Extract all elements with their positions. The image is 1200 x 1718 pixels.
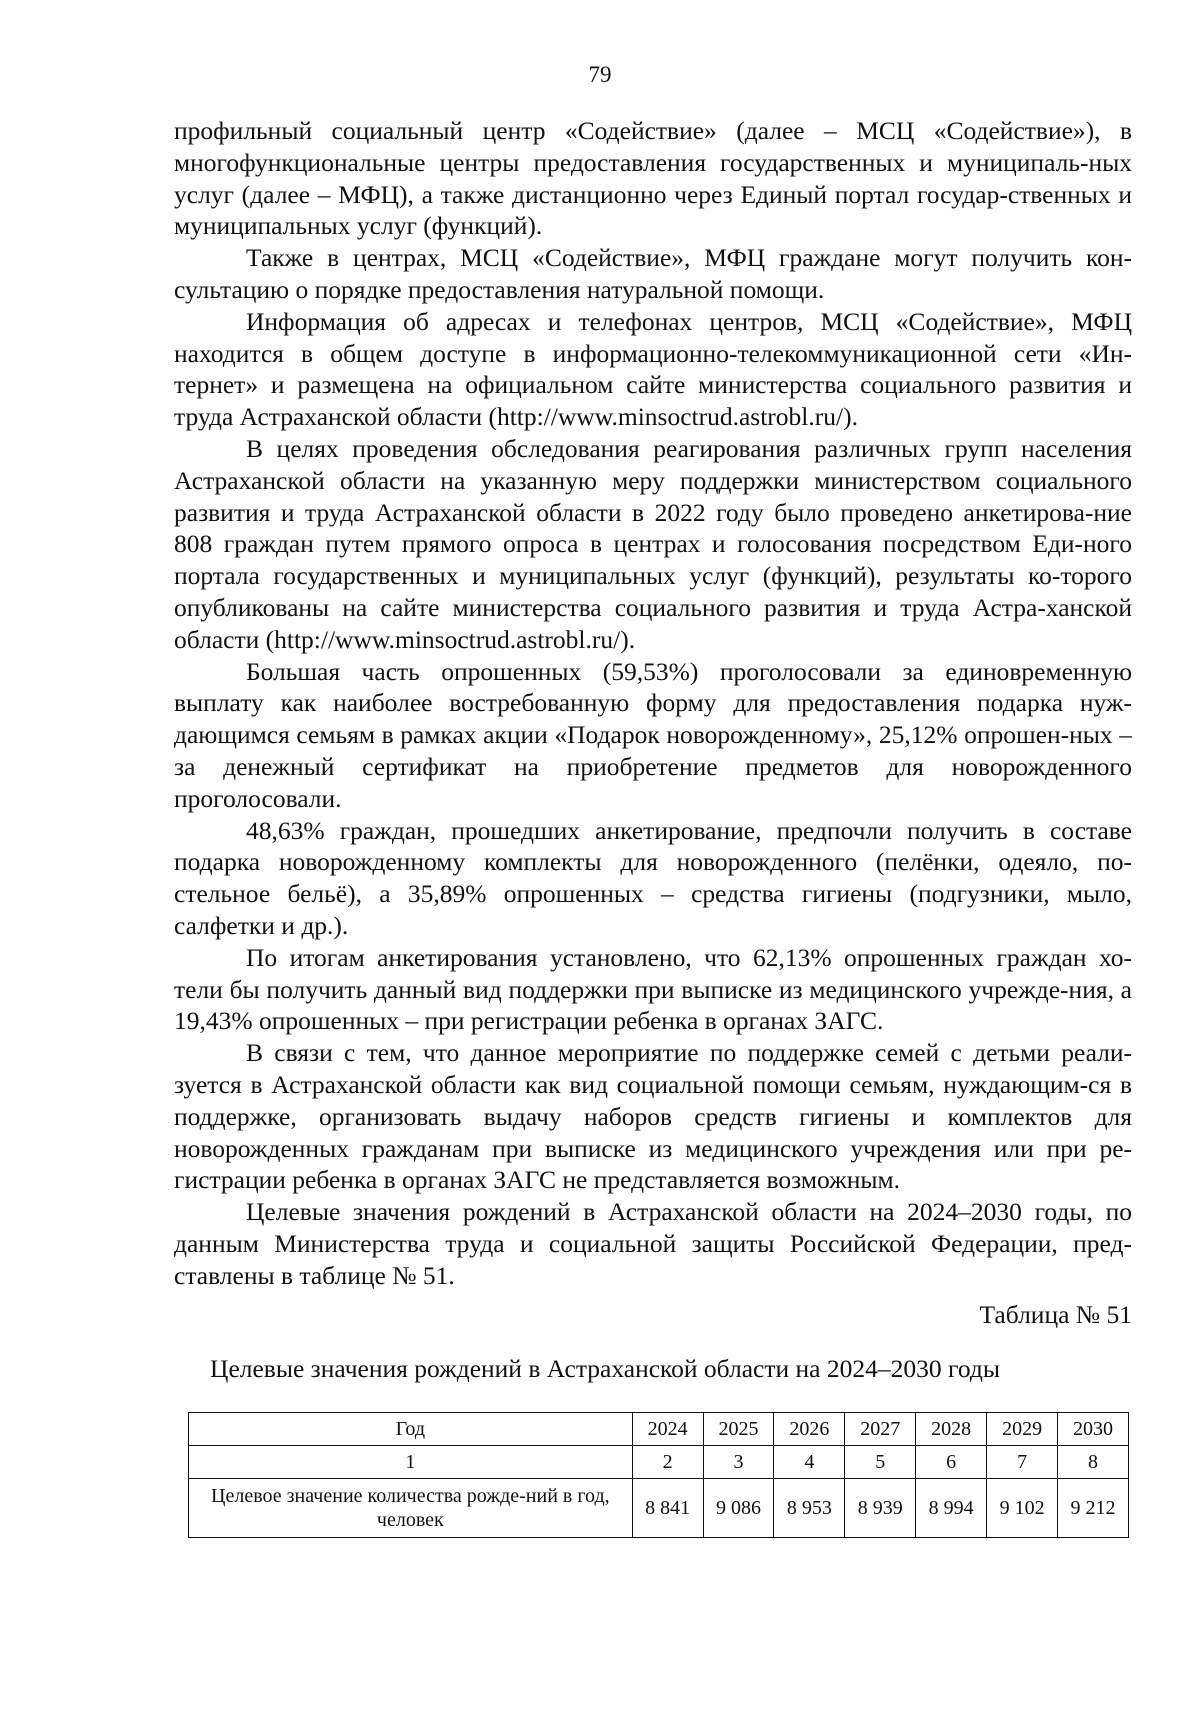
index-cell: 7 bbox=[987, 1446, 1058, 1479]
index-cell: 2 bbox=[632, 1446, 703, 1479]
paragraph-7: По итогам анкетирования установлено, что 62,13% опрошенных граждан хо-тели бы получить данный вид поддержки при выписке из медицинского учрежде-ния, а 19,43% опрошенных – при регистрации ребенка в органах ЗАГС. bbox=[174, 942, 1132, 1036]
body-text bbox=[174, 115, 1132, 1291]
paragraph-9: Целевые значения рождений в Астраханской области на 2024–2030 годы, по данным Министерства труда и социальной защиты Российской Федерации, пред-ставлены в таблице № 51. bbox=[174, 1197, 1132, 1290]
index-cell: 8 bbox=[1058, 1446, 1129, 1479]
year-cell: 2024 bbox=[632, 1413, 703, 1446]
value-cell: 8 841 bbox=[632, 1479, 703, 1538]
paragraph-2: Также в центрах, МСЦ «Содействие», МФЦ граждане могут получить кон-сультацию о порядке предоставления натуральной помощи. bbox=[174, 243, 1132, 304]
header-label-cell: Год bbox=[189, 1413, 633, 1446]
index-label-cell: 1 bbox=[189, 1446, 633, 1479]
paragraph-6: 48,63% граждан, прошедших анкетирование, предпочли получить в составе подарка новорожденному комплекты для новорожденного (пелёнки, одеяло, по-стельное бельё), а 35,89% опрошенных – средства гигиены (подгузники, мыло, салфетки и др.). bbox=[174, 815, 1132, 940]
value-cell: 8 953 bbox=[774, 1479, 845, 1538]
birth-targets-table bbox=[188, 1412, 1129, 1538]
table-header-row bbox=[189, 1413, 1129, 1446]
year-cell: 2029 bbox=[987, 1413, 1058, 1446]
value-cell: 9 086 bbox=[703, 1479, 774, 1538]
paragraph-4: В целях проведения обследования реагирования различных групп населения Астраханской области на указанную меру поддержки министерством социального развития и труда Астраханской области в 2022 году было проведено анкетирова-ние 808 граждан путем прямого опроса в центрах и голосования посредством Еди-ного портала государственных и муниципальных услуг (функций), результаты ко-торого опубликованы на сайте министерства социального развития и труда Астра-ханской области (http://www.minsoctrud.astrobl.ru/). bbox=[174, 433, 1132, 654]
value-label-cell: Целевое значение количества рожде-ний в год, человек bbox=[189, 1479, 633, 1538]
value-cell: 8 939 bbox=[845, 1479, 916, 1538]
value-cell: 9 212 bbox=[1058, 1479, 1129, 1538]
table-label: Таблица № 51 bbox=[979, 1300, 1132, 1329]
year-cell: 2030 bbox=[1058, 1413, 1129, 1446]
index-cell: 3 bbox=[703, 1446, 774, 1479]
page-number: 79 bbox=[588, 62, 612, 87]
index-cell: 4 bbox=[774, 1446, 845, 1479]
year-cell: 2028 bbox=[916, 1413, 987, 1446]
year-cell: 2027 bbox=[845, 1413, 916, 1446]
paragraph-3: Информация об адресах и телефонах центров, МСЦ «Содействие», МФЦ находится в общем доступе в информационно-телекоммуникационной сети «Ин-тернет» и размещена на официальном сайте министерства социального развития и труда Астраханской области (http://www.minsoctrud.astrobl.ru/). bbox=[174, 306, 1132, 432]
index-cell: 5 bbox=[845, 1446, 916, 1479]
value-cell: 9 102 bbox=[987, 1479, 1058, 1538]
index-cell: 6 bbox=[916, 1446, 987, 1479]
year-cell: 2025 bbox=[703, 1413, 774, 1446]
paragraph-8: В связи с тем, что данное мероприятие по поддержке семей с детьми реали-зуется в Астраханской области как вид социальной помощи семьям, нуждающим-ся в поддержке, организовать выдачу наборов средств гигиены и комплектов для новорожденных гражданам при выписке из медицинского учреждения или при ре-гистрации ребенка в органах ЗАГС не представляется возможным. bbox=[174, 1038, 1132, 1195]
paragraph-5: Большая часть опрошенных (59,53%) проголосовали за единовременную выплату как наиболее востребованную форму для предоставления подарка нуж-дающимся семьям в рамках акции «Подарок новорожденному», 25,12% опрошен-ных – за денежный сертификат на приобретение предметов для новорожденного проголосовали. bbox=[174, 656, 1132, 813]
value-cell: 8 994 bbox=[916, 1479, 987, 1538]
table-value-row bbox=[189, 1479, 1129, 1538]
table-index-row bbox=[189, 1446, 1129, 1479]
paragraph-1: профильный социальный центр «Содействие» (далее – МСЦ «Содействие»), в многофункциональные центры предоставления государственных и муниципаль-ных услуг (далее – МФЦ), а также дистанционно через Единый портал государ-ственных и муниципальных услуг (функций). bbox=[174, 116, 1132, 241]
year-cell: 2026 bbox=[774, 1413, 845, 1446]
table-title: Целевые значения рождений в Астраханской области на 2024–2030 годы bbox=[210, 1354, 1000, 1383]
